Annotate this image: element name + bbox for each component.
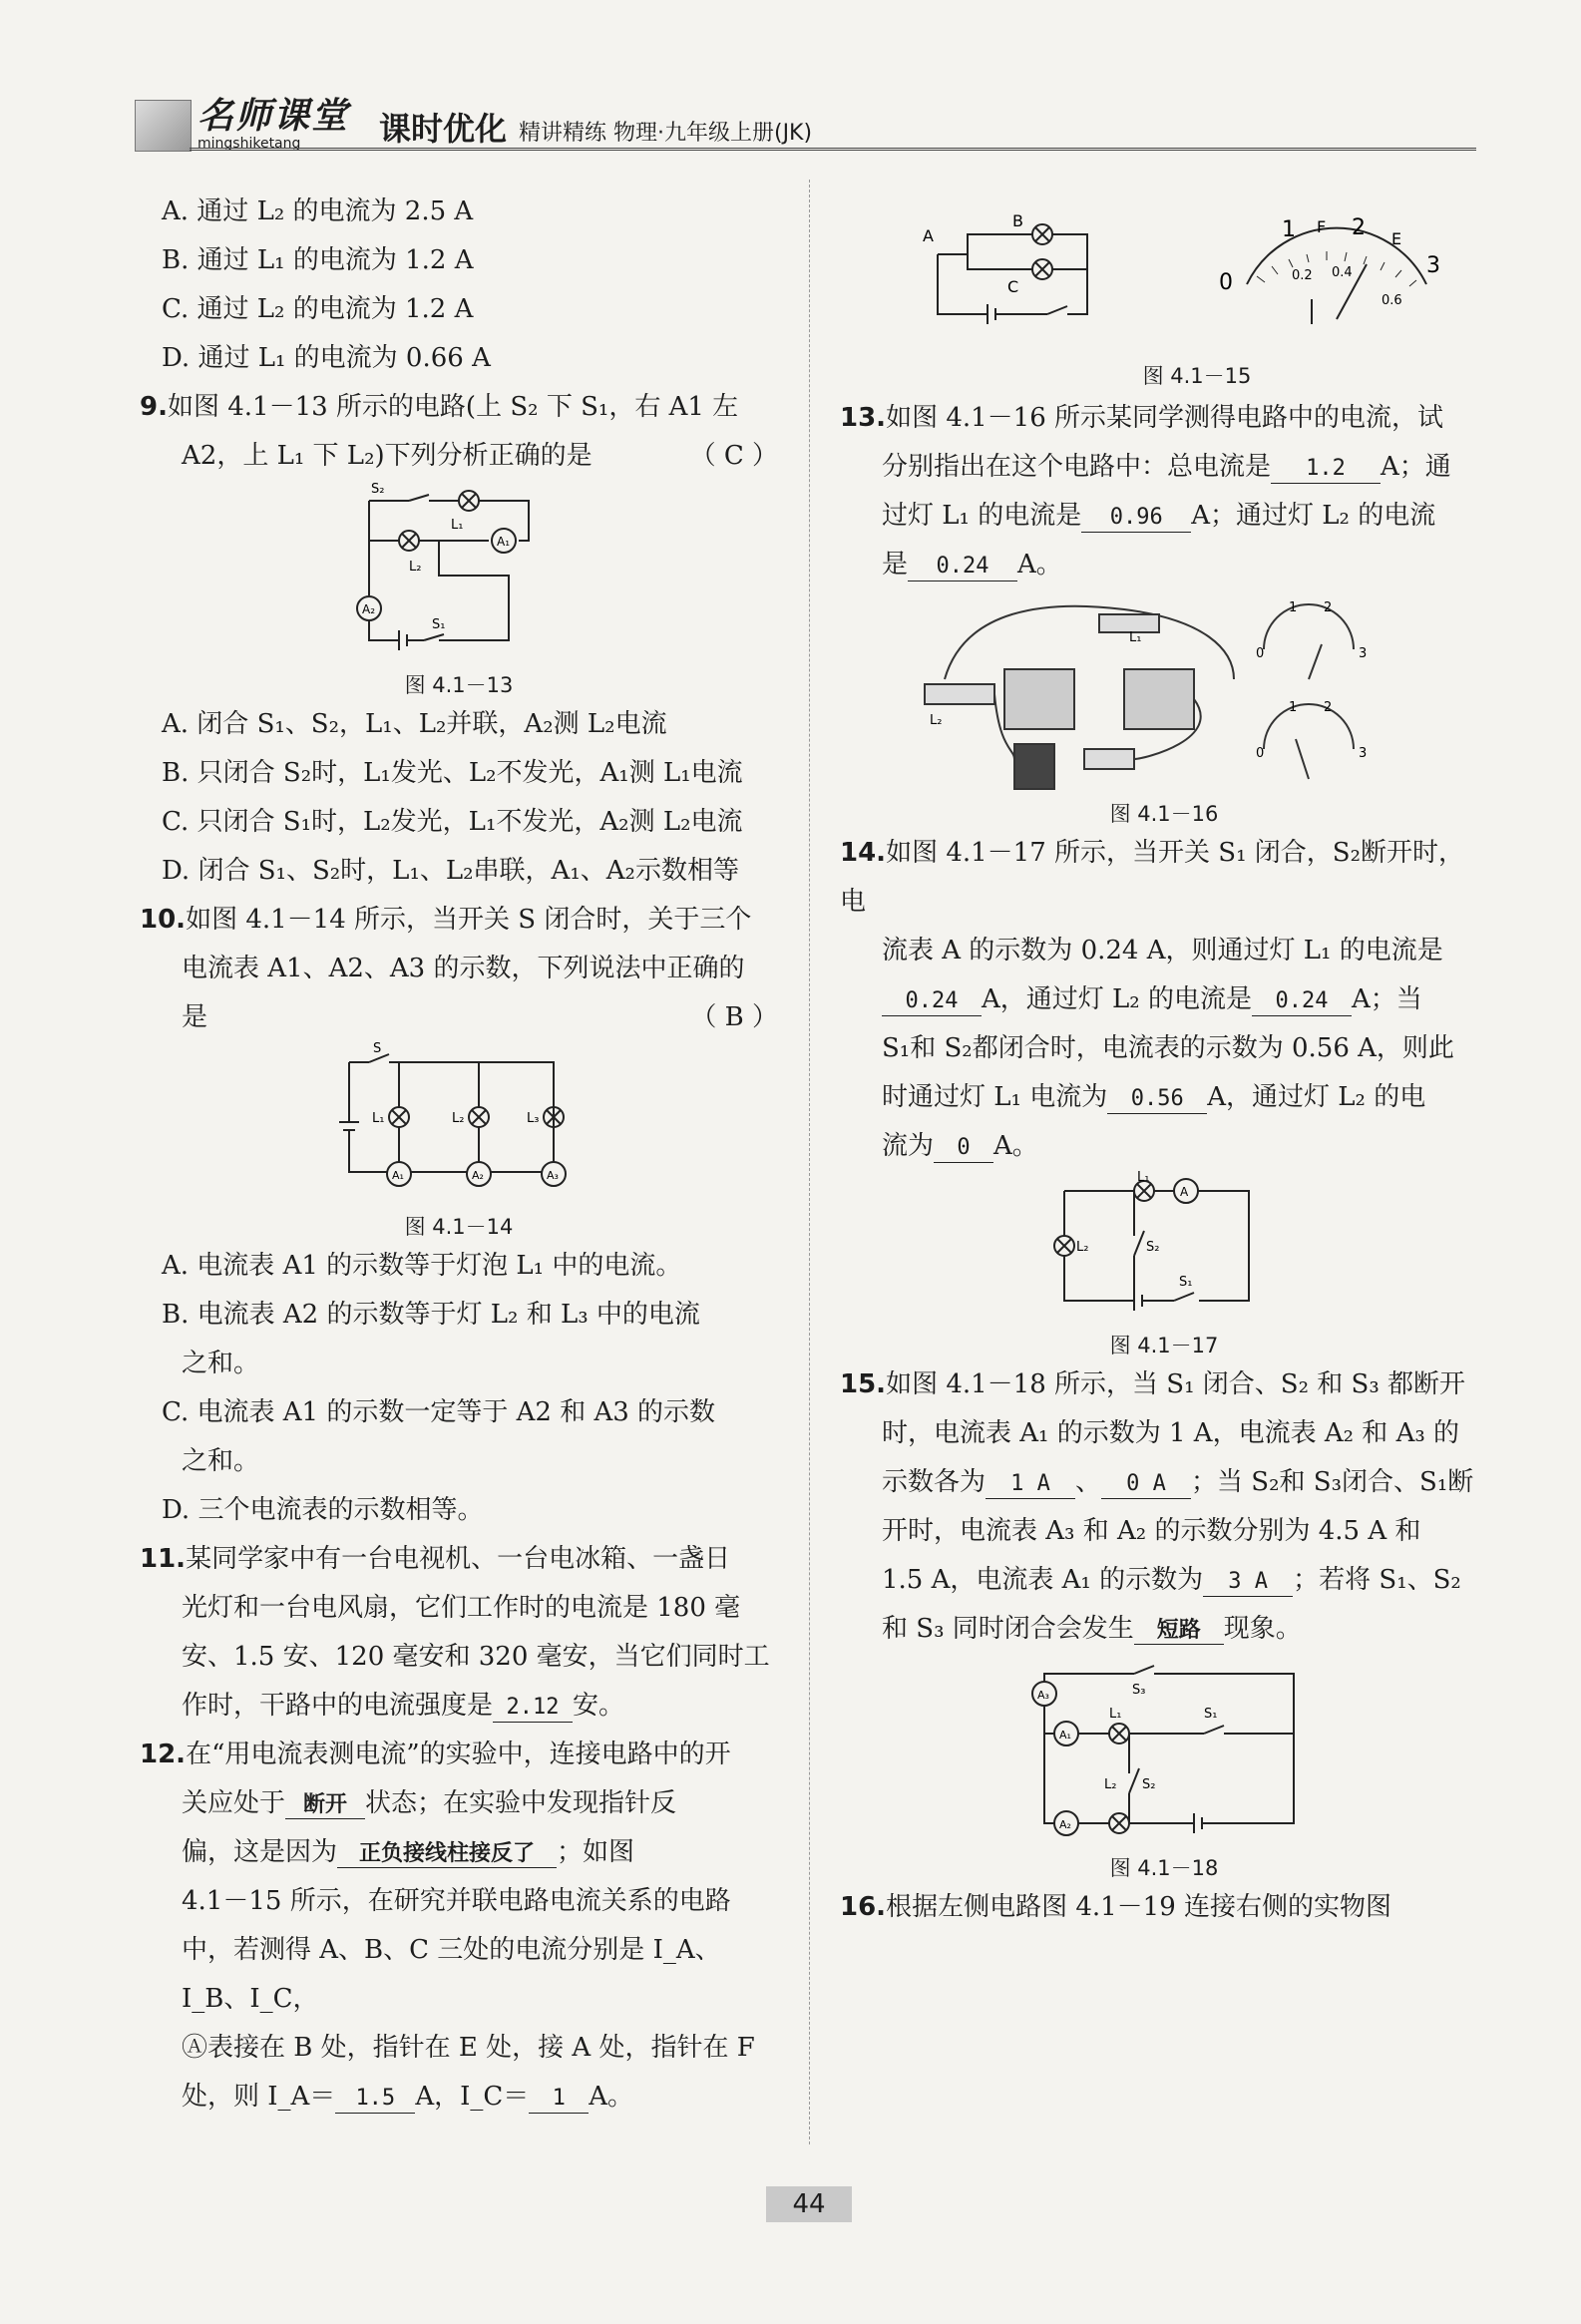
svg-text:1: 1 [1289,700,1298,715]
svg-text:0: 0 [1219,270,1233,295]
brand-pinyin: mingshiketang [198,136,301,152]
q8-option-b: B. 通过 L₁ 的电流为 1.2 A [162,245,474,275]
q15-text-5b: ；若将 S₁、S₂ [1293,1565,1461,1595]
q12-text-2a: 关应处于 [182,1788,286,1818]
q13-text-4a: 是 [882,550,909,580]
q9-option-b: B. 只闭合 S₂时，L₁发光、L₂不发光，A₁测 L₁电流 [162,758,743,788]
q13-text-3a: 过灯 L₁ 的电流是 [882,501,1082,531]
q14-answer-2: 0.24 [1252,987,1352,1016]
q15-line1 [840,1360,1488,1409]
q14-line6 [840,1122,1488,1171]
q12-text-2b: 状态；在实验中发现指针反 [365,1788,677,1818]
q14-text-5a: 时通过灯 L₁ 电流为 [882,1082,1108,1112]
q16-number: 16. [840,1892,887,1922]
svg-text:2: 2 [1324,600,1333,615]
q15-text-3b: ；当 S₂和 S₃闭合、S₁断 [1191,1467,1474,1497]
q10-stem-line3: 是 [182,1002,208,1032]
book-subtitle: 精讲精练 物理·九年级上册(JK) [519,121,813,146]
q15-text-6a: 和 S₃ 同时闭合会发生 [882,1614,1134,1644]
figure-4-1-14-caption: 图 4.1－14 [404,1215,514,1239]
svg-text:L₃: L₃ [527,1111,540,1126]
figure-4-1-15-caption: 图 4.1－15 [1142,364,1252,388]
q14-answer-3: 0.56 [1107,1085,1207,1114]
series-name: 课时优化 [379,110,508,148]
svg-text:S₂: S₂ [1142,1777,1156,1792]
q12-answer-1: 断开 [285,1790,365,1819]
q13-text-1: 如图 4.1－16 所示某同学测得电路中的电流，试 [886,403,1444,433]
svg-text:L₂: L₂ [409,560,422,575]
svg-text:S₁: S₁ [432,617,446,632]
q15-answer-3: 3 A [1203,1568,1293,1597]
q12-line2 [140,1779,778,1828]
svg-text:0: 0 [1256,746,1265,761]
q14-text-4: S₁和 S₂都闭合时，电流表的示数为 0.56 A，则此 [882,1033,1454,1063]
svg-text:3: 3 [1359,746,1368,761]
q13-number: 13. [840,403,887,433]
q11-line1 [140,1535,778,1584]
q14-line5 [840,1073,1488,1122]
q9-answer: （ C ） [689,441,778,471]
q14-line3 [840,975,1488,1024]
figure-4-1-17-caption: 图 4.1－17 [1109,1334,1219,1357]
figure-4-1-18 [1014,1654,1314,1853]
q13-line1 [840,394,1488,443]
svg-text:L₂: L₂ [1076,1240,1089,1255]
svg-text:A₂: A₂ [1059,1818,1071,1831]
q15-text-1: 如图 4.1－18 所示，当 S₁ 闭合、S₂ 和 S₃ 都断开 [886,1369,1466,1399]
svg-text:A: A [1180,1185,1189,1199]
q11-text-1: 某同学家中有一台电视机、一台电冰箱、一盏日 [186,1544,731,1574]
q12-text-4: 4.1－15 所示，在研究并联电路电流关系的电路 [182,1886,731,1916]
q11-text-3: 安、1.5 安、120 毫安和 320 毫安，当它们同时工 [182,1642,770,1672]
figure-4-1-14 [309,1042,608,1212]
page-number: 44 [766,2186,852,2222]
svg-text:S₃: S₃ [1132,1683,1146,1698]
left-column [140,188,778,2122]
q10-option-c: C. 电流表 A1 的示数一定等于 A2 和 A3 的示数 [162,1397,716,1427]
figure-4-1-17 [1044,1171,1284,1331]
column-divider [809,180,810,2144]
q10-answer: （ B ） [690,1002,778,1032]
page-header [130,82,1476,162]
q15-separator: 、 [1075,1467,1102,1497]
svg-text:A₁: A₁ [497,535,511,549]
q9-stem-2 [140,432,778,481]
q11-text-2: 光灯和一台电风扇，它们工作时的电流是 180 毫 [182,1593,741,1623]
svg-text:L₂: L₂ [1104,1777,1117,1792]
q9-stem-line2: A2，上 L₁ 下 L₂)下列分析正确的是 [182,441,593,471]
svg-text:S₂: S₂ [1146,1240,1160,1255]
q8-option-a: A. 通过 L₂ 的电流为 2.5 A [162,196,474,226]
figure-4-1-16 [905,589,1423,799]
q9-option-c: C. 只闭合 S₁时，L₂发光，L₁不发光，A₂测 L₂电流 [162,807,743,837]
logo-icon [135,100,192,152]
svg-text:2: 2 [1324,700,1333,715]
q10-stem [140,896,778,945]
q10-option-b: B. 电流表 A2 的示数等于灯 L₂ 和 L₃ 中的电流 [162,1300,700,1330]
q15-line3 [840,1458,1488,1507]
svg-text:L₁: L₁ [372,1111,385,1126]
q15-text-2: 时，电流表 A₁ 的示数为 1 A，电流表 A₂ 和 A₃ 的 [882,1418,1460,1448]
q11-answer: 2.12 [493,1694,573,1723]
svg-text:S₁: S₁ [1204,1707,1218,1722]
svg-text:S: S [373,1041,382,1056]
q13-line2 [840,443,1488,492]
svg-text:A₁: A₁ [1059,1729,1071,1742]
q12-text-7b: A，I_C＝ [415,2082,530,2112]
q13-answer-3: 0.24 [908,553,1017,581]
q11-text-4a: 作时，干路中的电流强度是 [182,1691,494,1721]
svg-text:B: B [1012,211,1023,230]
q12-text-6: Ⓐ表接在 B 处，指针在 E 处，接 A 处，指针在 F [182,2033,755,2063]
q10-option-b-cont: 之和。 [182,1349,260,1378]
q12-number: 12. [140,1740,187,1769]
q8-option-c: C. 通过 L₂ 的电流为 1.2 A [162,294,474,324]
svg-text:S₁: S₁ [1179,1275,1193,1290]
q14-text-6b: A。 [993,1131,1038,1161]
q13-line3 [840,492,1488,541]
q15-answer-4: 短路 [1134,1616,1224,1645]
q14-text-6a: 流为 [882,1131,935,1161]
q15-line5 [840,1556,1488,1605]
q16-text: 根据左侧电路图 4.1－19 连接右侧的实物图 [886,1892,1392,1922]
header-rule [190,148,1476,151]
svg-text:3: 3 [1426,253,1440,278]
q15-number: 15. [840,1369,887,1399]
q12-text-3a: 偏，这是因为 [182,1837,338,1867]
q12-text-3b: ；如图 [557,1837,635,1867]
figure-4-1-16-caption: 图 4.1－16 [1109,802,1219,826]
q14-line1 [840,829,1488,927]
brand-name: 名师课堂 [198,96,350,137]
q9-option-d: D. 闭合 S₁、S₂时，L₁、L₂串联，A₁、A₂示数相等 [162,856,739,886]
q10-stem-line1: 如图 4.1－14 所示，当开关 S 闭合时，关于三个 [186,905,752,935]
q10-option-d: D. 三个电流表的示数相等。 [162,1495,484,1525]
q12-text-7c: A。 [589,2082,634,2112]
q13-text-3b: A；通过灯 L₂ 的电流 [1191,501,1436,531]
q14-number: 14. [840,838,887,868]
q12-text-7a: 处，则 I_A＝ [182,2082,336,2112]
q15-line6 [840,1605,1488,1654]
svg-text:2: 2 [1352,215,1366,240]
q12-line7 [140,2073,778,2122]
q12-text-1: 在“用电流表测电流”的实验中，连接电路中的开 [186,1740,731,1769]
q13-answer-2: 0.96 [1081,504,1191,533]
q11-number: 11. [140,1544,187,1574]
q9-stem-line1: 如图 4.1－13 所示的电路(上 S₂ 下 S₁，右 A1 左 [167,392,739,422]
q15-answer-1: 1 A [986,1470,1075,1499]
q16-line1 [840,1883,1488,1932]
svg-text:F: F [1317,217,1327,236]
svg-text:C: C [1007,277,1019,296]
svg-text:A₂: A₂ [472,1169,484,1182]
q14-answer-1: 0.24 [882,987,982,1016]
q12-answer-4: 1 [529,2085,589,2114]
q15-text-3a: 示数各为 [882,1467,987,1497]
q10-stem-line2: 电流表 A1、A2、A3 的示数，下列说法中正确的 [182,954,745,983]
q12-text-5: 中，若测得 A、B、C 三处的电流分别是 I_A、I_B、I_C， [182,1935,721,2014]
q14-text-1: 如图 4.1－17 所示，当开关 S₁ 闭合，S₂断开时，电 [840,838,1465,917]
svg-text:L₁: L₁ [1137,1170,1150,1185]
q10-option-c-cont: 之和。 [182,1446,260,1476]
svg-text:L₁: L₁ [1129,630,1142,645]
q11-line4 [140,1682,778,1731]
q9-number: 9. [140,392,168,422]
svg-text:A₁: A₁ [392,1169,404,1182]
svg-text:A: A [923,226,934,245]
svg-text:0.6: 0.6 [1382,293,1402,308]
q12-line1 [140,1731,778,1779]
svg-text:L₁: L₁ [1109,1707,1122,1722]
svg-text:A₃: A₃ [1037,1689,1049,1702]
svg-text:0: 0 [1256,646,1265,661]
q15-text-6b: 现象。 [1223,1614,1302,1644]
svg-text:A₃: A₃ [547,1169,559,1182]
q14-text-2: 流表 A 的示数为 0.24 A，则通过灯 L₁ 的电流是 [882,936,1443,966]
q12-answer-3: 1.5 [335,2085,415,2114]
svg-text:L₁: L₁ [451,518,464,533]
svg-text:E: E [1391,229,1402,248]
q14-text-5b: A，通过灯 L₂ 的电 [1207,1082,1426,1112]
q14-answer-4: 0 [934,1134,993,1163]
q11-text-4b: 安。 [573,1691,625,1721]
q13-text-4b: A。 [1017,550,1062,580]
q10-option-a: A. 电流表 A1 的示数等于灯泡 L₁ 中的电流。 [162,1251,682,1281]
figure-4-1-18-caption: 图 4.1－18 [1109,1856,1219,1880]
q13-text-2b: A；通 [1381,452,1451,482]
svg-text:L₂: L₂ [452,1111,465,1126]
q9-stem [140,383,778,432]
figure-4-1-13 [329,481,589,670]
figure-4-1-13-caption: 图 4.1－13 [404,673,514,697]
right-column [840,394,1488,1932]
figure-4-1-15 [923,204,1446,344]
svg-text:S₂: S₂ [371,482,385,497]
svg-text:0.2: 0.2 [1292,268,1313,283]
q12-line3 [140,1828,778,1877]
q15-answer-2: 0 A [1101,1470,1191,1499]
q13-answer-1: 1.2 [1271,455,1381,484]
svg-text:L₂: L₂ [930,713,943,728]
q13-text-2a: 分别指出在这个电路中：总电流是 [882,452,1272,482]
q8-option-d: D. 通过 L₁ 的电流为 0.66 A [162,343,491,373]
svg-text:A₂: A₂ [362,602,376,616]
q12-answer-2: 正负接线柱接反了 [337,1839,557,1868]
q10-stem-3 [140,993,778,1042]
svg-text:0.4: 0.4 [1332,265,1353,280]
svg-text:1: 1 [1289,600,1298,615]
q14-text-3b: A；当 [1352,984,1422,1014]
svg-text:3: 3 [1359,646,1368,661]
q15-text-5a: 1.5 A，电流表 A₁ 的示数为 [882,1565,1204,1595]
svg-text:1: 1 [1282,217,1296,242]
q15-text-4: 开时，电流表 A₃ 和 A₂ 的示数分别为 4.5 A 和 [882,1516,1421,1546]
q14-text-3a: A，通过灯 L₂ 的电流是 [982,984,1252,1014]
q10-number: 10. [140,905,187,935]
q13-line4 [840,541,1488,589]
q9-option-a: A. 闭合 S₁、S₂，L₁、L₂并联，A₂测 L₂电流 [162,709,667,739]
